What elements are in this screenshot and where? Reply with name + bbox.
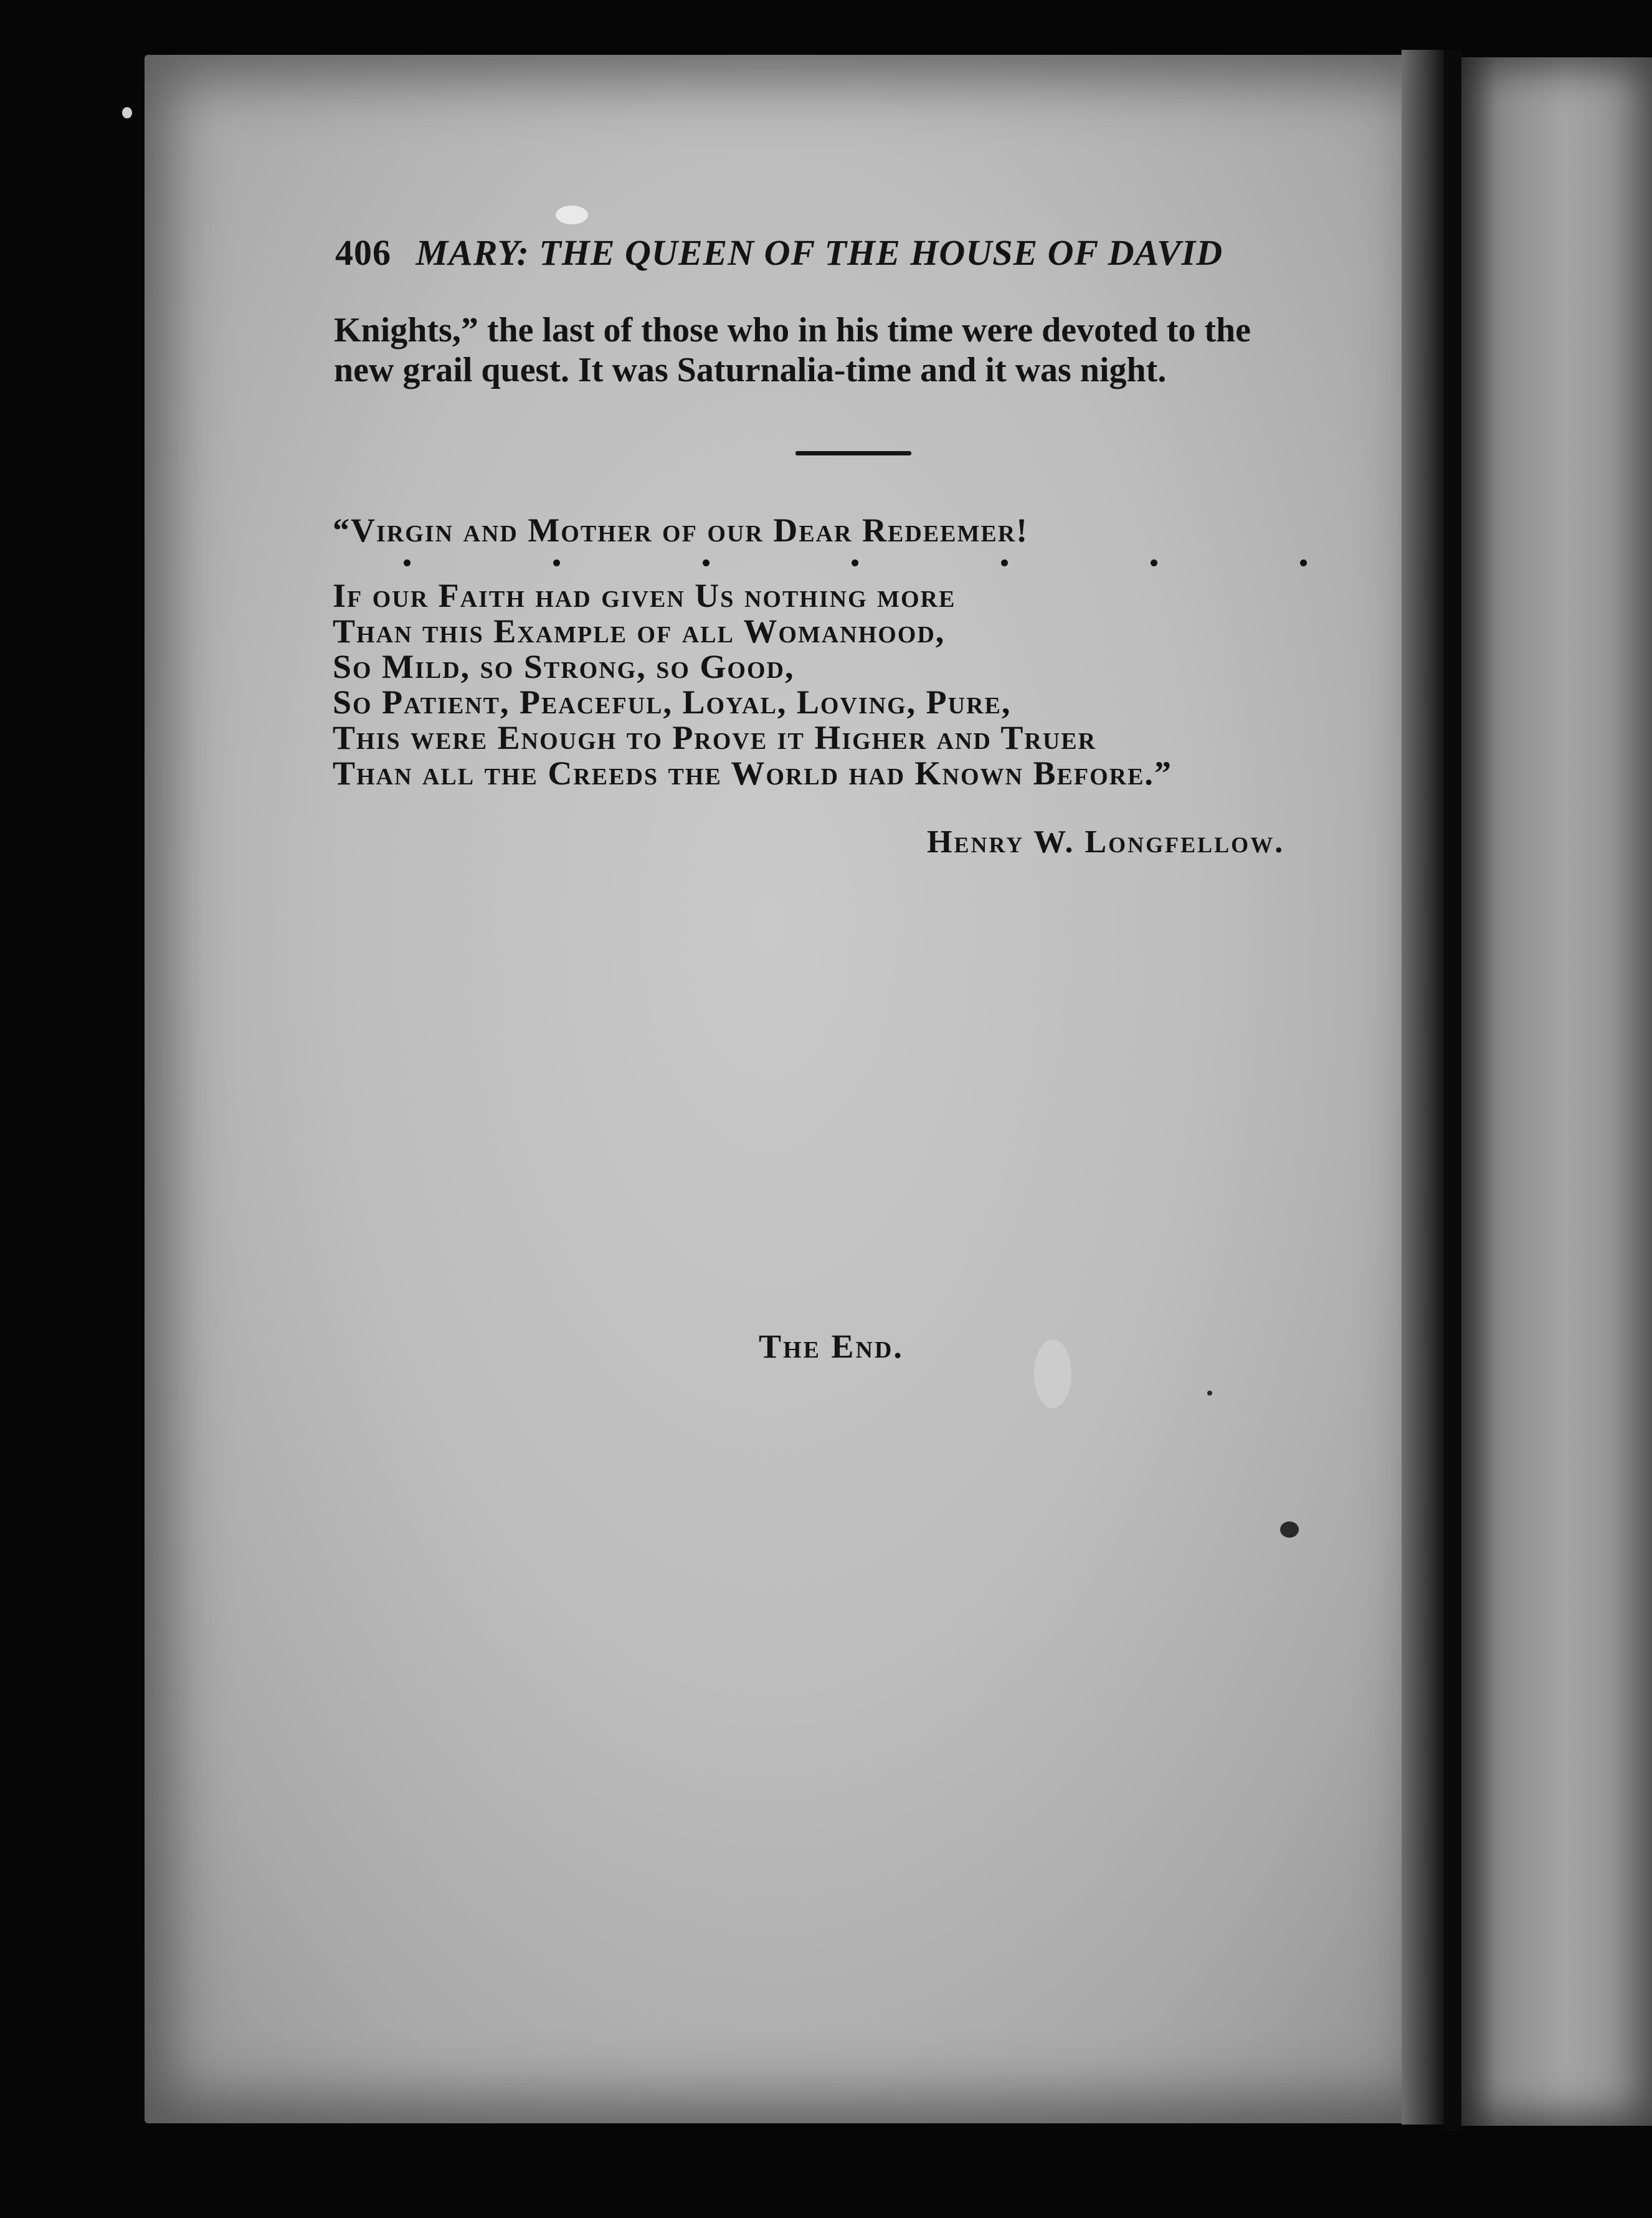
prose-paragraph: [334, 310, 1368, 390]
ellipsis-dot: [1300, 559, 1307, 566]
scan-speck: [1034, 1340, 1071, 1408]
page-number: 406: [335, 232, 391, 273]
ellipsis-dot: [1001, 559, 1008, 566]
prose-line: new grail quest. It was Saturnalia-time and it was night.: [334, 351, 1167, 389]
book-spine: [1444, 50, 1461, 2131]
poem-opening-line: “Virgin and Mother of our Dear Redeemer!: [333, 512, 1029, 549]
ellipsis-dots: [404, 559, 1307, 578]
ellipsis-dot: [852, 559, 858, 566]
running-head: [335, 232, 1223, 274]
poem-stanza: [333, 578, 1172, 791]
ellipsis-dot: [703, 559, 710, 566]
scan-speck: [1280, 1521, 1299, 1538]
binding-gutter: [1402, 50, 1445, 2125]
poem-line: This were Enough to Prove it Higher and Truer: [333, 719, 1097, 756]
poem-line: If our Faith had given Us nothing more: [333, 577, 956, 614]
the-end-label: The End.: [759, 1328, 904, 1365]
poem-line: So Mild, so Strong, so Good,: [333, 648, 795, 685]
poem-line: Than this Example of all Womanhood,: [333, 612, 946, 650]
poem-attribution: Henry W. Longfellow.: [927, 824, 1285, 860]
facing-page-edge: [1461, 57, 1652, 2126]
poem-line: Than all the Creeds the World had Known Before.”: [333, 754, 1172, 792]
ellipsis-dot: [553, 559, 560, 566]
scan-speck: [556, 206, 588, 224]
ellipsis-dot: [404, 559, 411, 566]
running-title: MARY: THE QUEEN OF THE HOUSE OF DAVID: [415, 232, 1223, 273]
section-divider: [795, 451, 911, 455]
scan-speck: [122, 107, 132, 118]
scan-speck: [1207, 1391, 1212, 1396]
poem-line: So Patient, Peaceful, Loyal, Loving, Pure,: [333, 683, 1012, 721]
prose-line: Knights,” the last of those who in his time were devoted to the: [334, 311, 1251, 350]
ellipsis-dot: [1151, 559, 1157, 566]
